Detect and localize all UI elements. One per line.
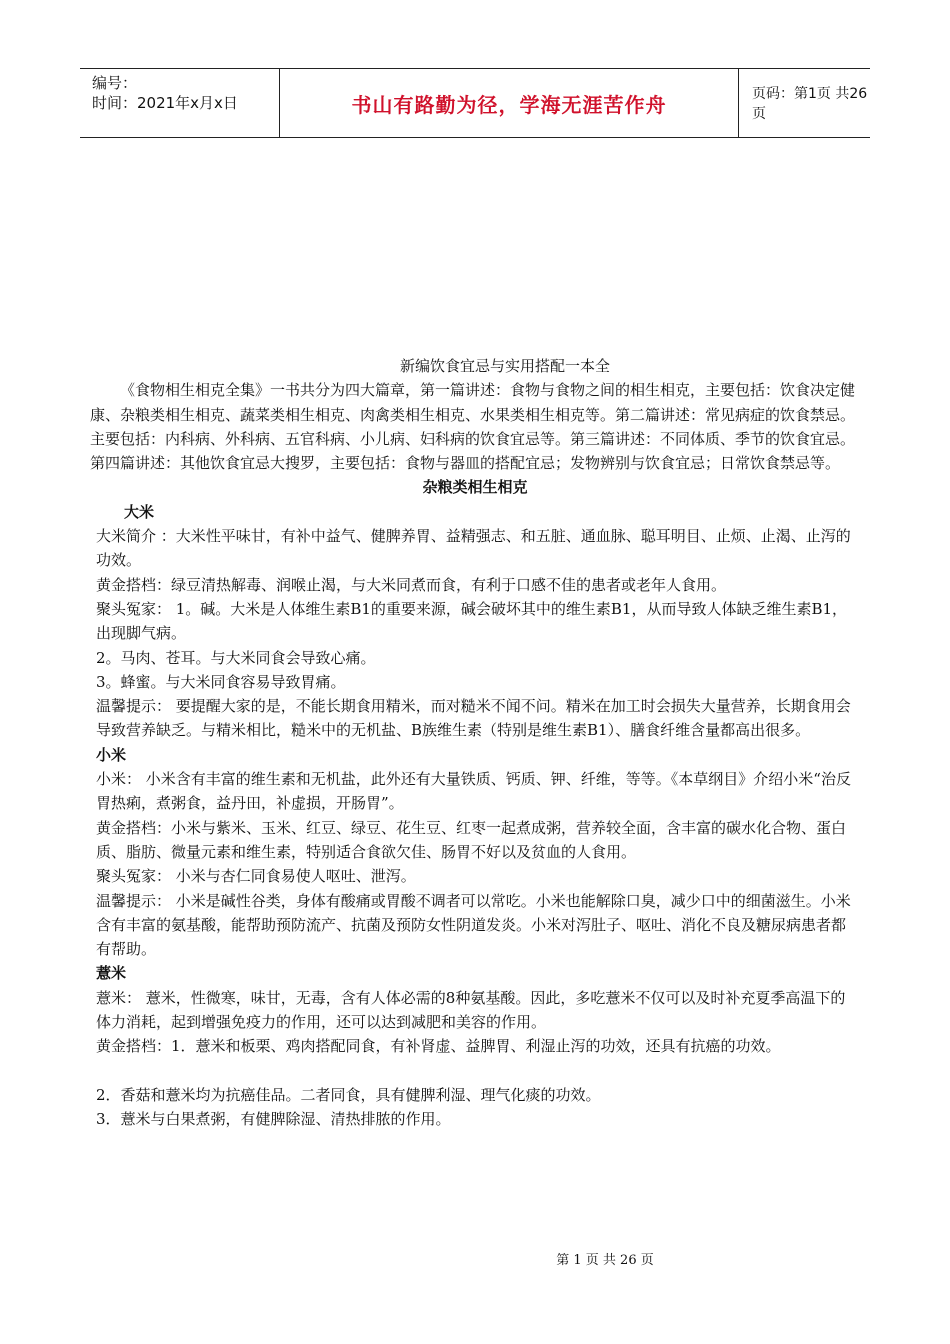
coix-pair-1: 黄金搭档：1．薏米和板栗、鸡肉搭配同食，有补肾虚、益脾胃、利湿止泻的功效，还具有抗癌的功效。 (96, 1037, 781, 1056)
header-page-info: 页码：第1页 共26页 (752, 86, 868, 122)
page-header (80, 68, 870, 138)
section-title: 杂粮类相生相克 (422, 478, 528, 497)
number-label: 编号： (92, 74, 138, 92)
rice-foe-3: 3。蜂蜜。与大米同食容易导致胃痛。 (96, 672, 346, 691)
doc-title: 新编饮食宜忌与实用搭配一本全 (399, 357, 610, 375)
rice-heading: 大米 (124, 502, 155, 521)
paragraph-gap (90, 1059, 860, 1083)
millet-intro: 小米： 小米含有丰富的维生素和无机盐，此外还有大量铁质、钙质、钾、纤维，等等。《本草纲目》介绍小米“治反胃热痢，煮粥食，益丹田，补虚损，开肠胃”。 (96, 770, 851, 813)
document-body (90, 354, 860, 1131)
rice-tip: 温馨提示： 要提醒大家的是，不能长期食用精米，而对糙米不闻不问。精米在加工时会损失大量营养，长期食用会导致营养缺乏。与精米相比，糙米中的无机盐、B族维生素（特别是维生素B1）、膳食纤维含量都高出很多。 (96, 697, 851, 740)
coix-heading: 薏米 (96, 964, 127, 983)
millet-heading: 小米 (96, 745, 127, 764)
rice-foe-1: 聚头冤家： 1。碱。大米是人体维生素B1的重要来源，碱会破坏其中的维生素B1，从而导致人体缺乏维生素B1，出现脚气病。 (96, 599, 848, 643)
millet-tip: 温馨提示： 小米是碱性谷类，身体有酸痛或胃酸不调者可以常吃。小米也能解除口臭，减少口中的细菌滋生。小米含有丰富的氨基酸，能帮助预防流产、抗菌及预防女性阴道发炎。小米对泻肚子、呕吐、消化不良及糖尿病患者都有帮助。 (96, 891, 851, 959)
millet-foe: 聚头冤家： 小米与杏仁同食易使人呕吐、泄泻。 (96, 867, 416, 886)
rice-intro: 大米简介 ：大米性平味甘，有补中益气、健脾养胃、益精强志、和五脏、通血脉、聪耳明目、止烦、止渴、止泻的功效。 (96, 527, 851, 570)
rice-foe-2: 2。马肉、苍耳。与大米同食会导致心痛。 (96, 648, 376, 667)
millet-pair: 黄金搭档：小米与紫米、玉米、红豆、绿豆、花生豆、红枣一起煮成粥，营养较全面，含丰富的碳水化合物、蛋白质、脂肪、微量元素和维生素，特别适合食欲欠佳、肠胃不好以及贫血的人食用。 (96, 818, 847, 861)
coix-intro: 薏米： 薏米，性微寒，味甘，无毒，含有人体必需的8种氨基酸。因此，多吃薏米不仅可以及时补充夏季高温下的体力消耗，起到增强免疫力的作用，还可以达到减肥和美容的作用。 (96, 988, 846, 1032)
date-label: 时间：2021年x月x日 (92, 94, 238, 112)
coix-pair-3: 3．薏米与白果煮粥，有健脾除湿、清热排脓的作用。 (96, 1109, 451, 1128)
header-motto: 书山有路勤为径，学海无涯苦作舟 (279, 69, 739, 137)
coix-pair-2: 2．香菇和薏米均为抗癌佳品。二者同食，具有健脾利湿、理气化痰的功效。 (96, 1085, 601, 1104)
intro-paragraph: 《食物相生相克全集》一书共分为四大篇章，第一篇讲述：食物与食物之间的相生相克，主要包括：饮食决定健康、杂粮类相生相克、蔬菜类相生相克、肉禽类相生相克、水果类相生相克等。第二篇讲述：常见病症的饮食禁忌。主要包括：内科病、外科病、五官科病、小儿病、妇科病的饮食宜忌等。第三篇讲述：不同体质、季节的饮食宜忌。第四篇讲述：其他饮食宜忌大搜罗，主要包括：食物与器皿的搭配宜忌；发物辨别与饮食宜忌；日常饮食禁忌等。 (90, 381, 856, 473)
page-footer: 第 1 页 共 26 页 (556, 1253, 654, 1268)
rice-pair: 黄金搭档：绿豆清热解毒、润喉止渴，与大米同煮而食，有利于口感不佳的患者或老年人食用。 (96, 575, 727, 594)
header-meta (80, 69, 278, 137)
